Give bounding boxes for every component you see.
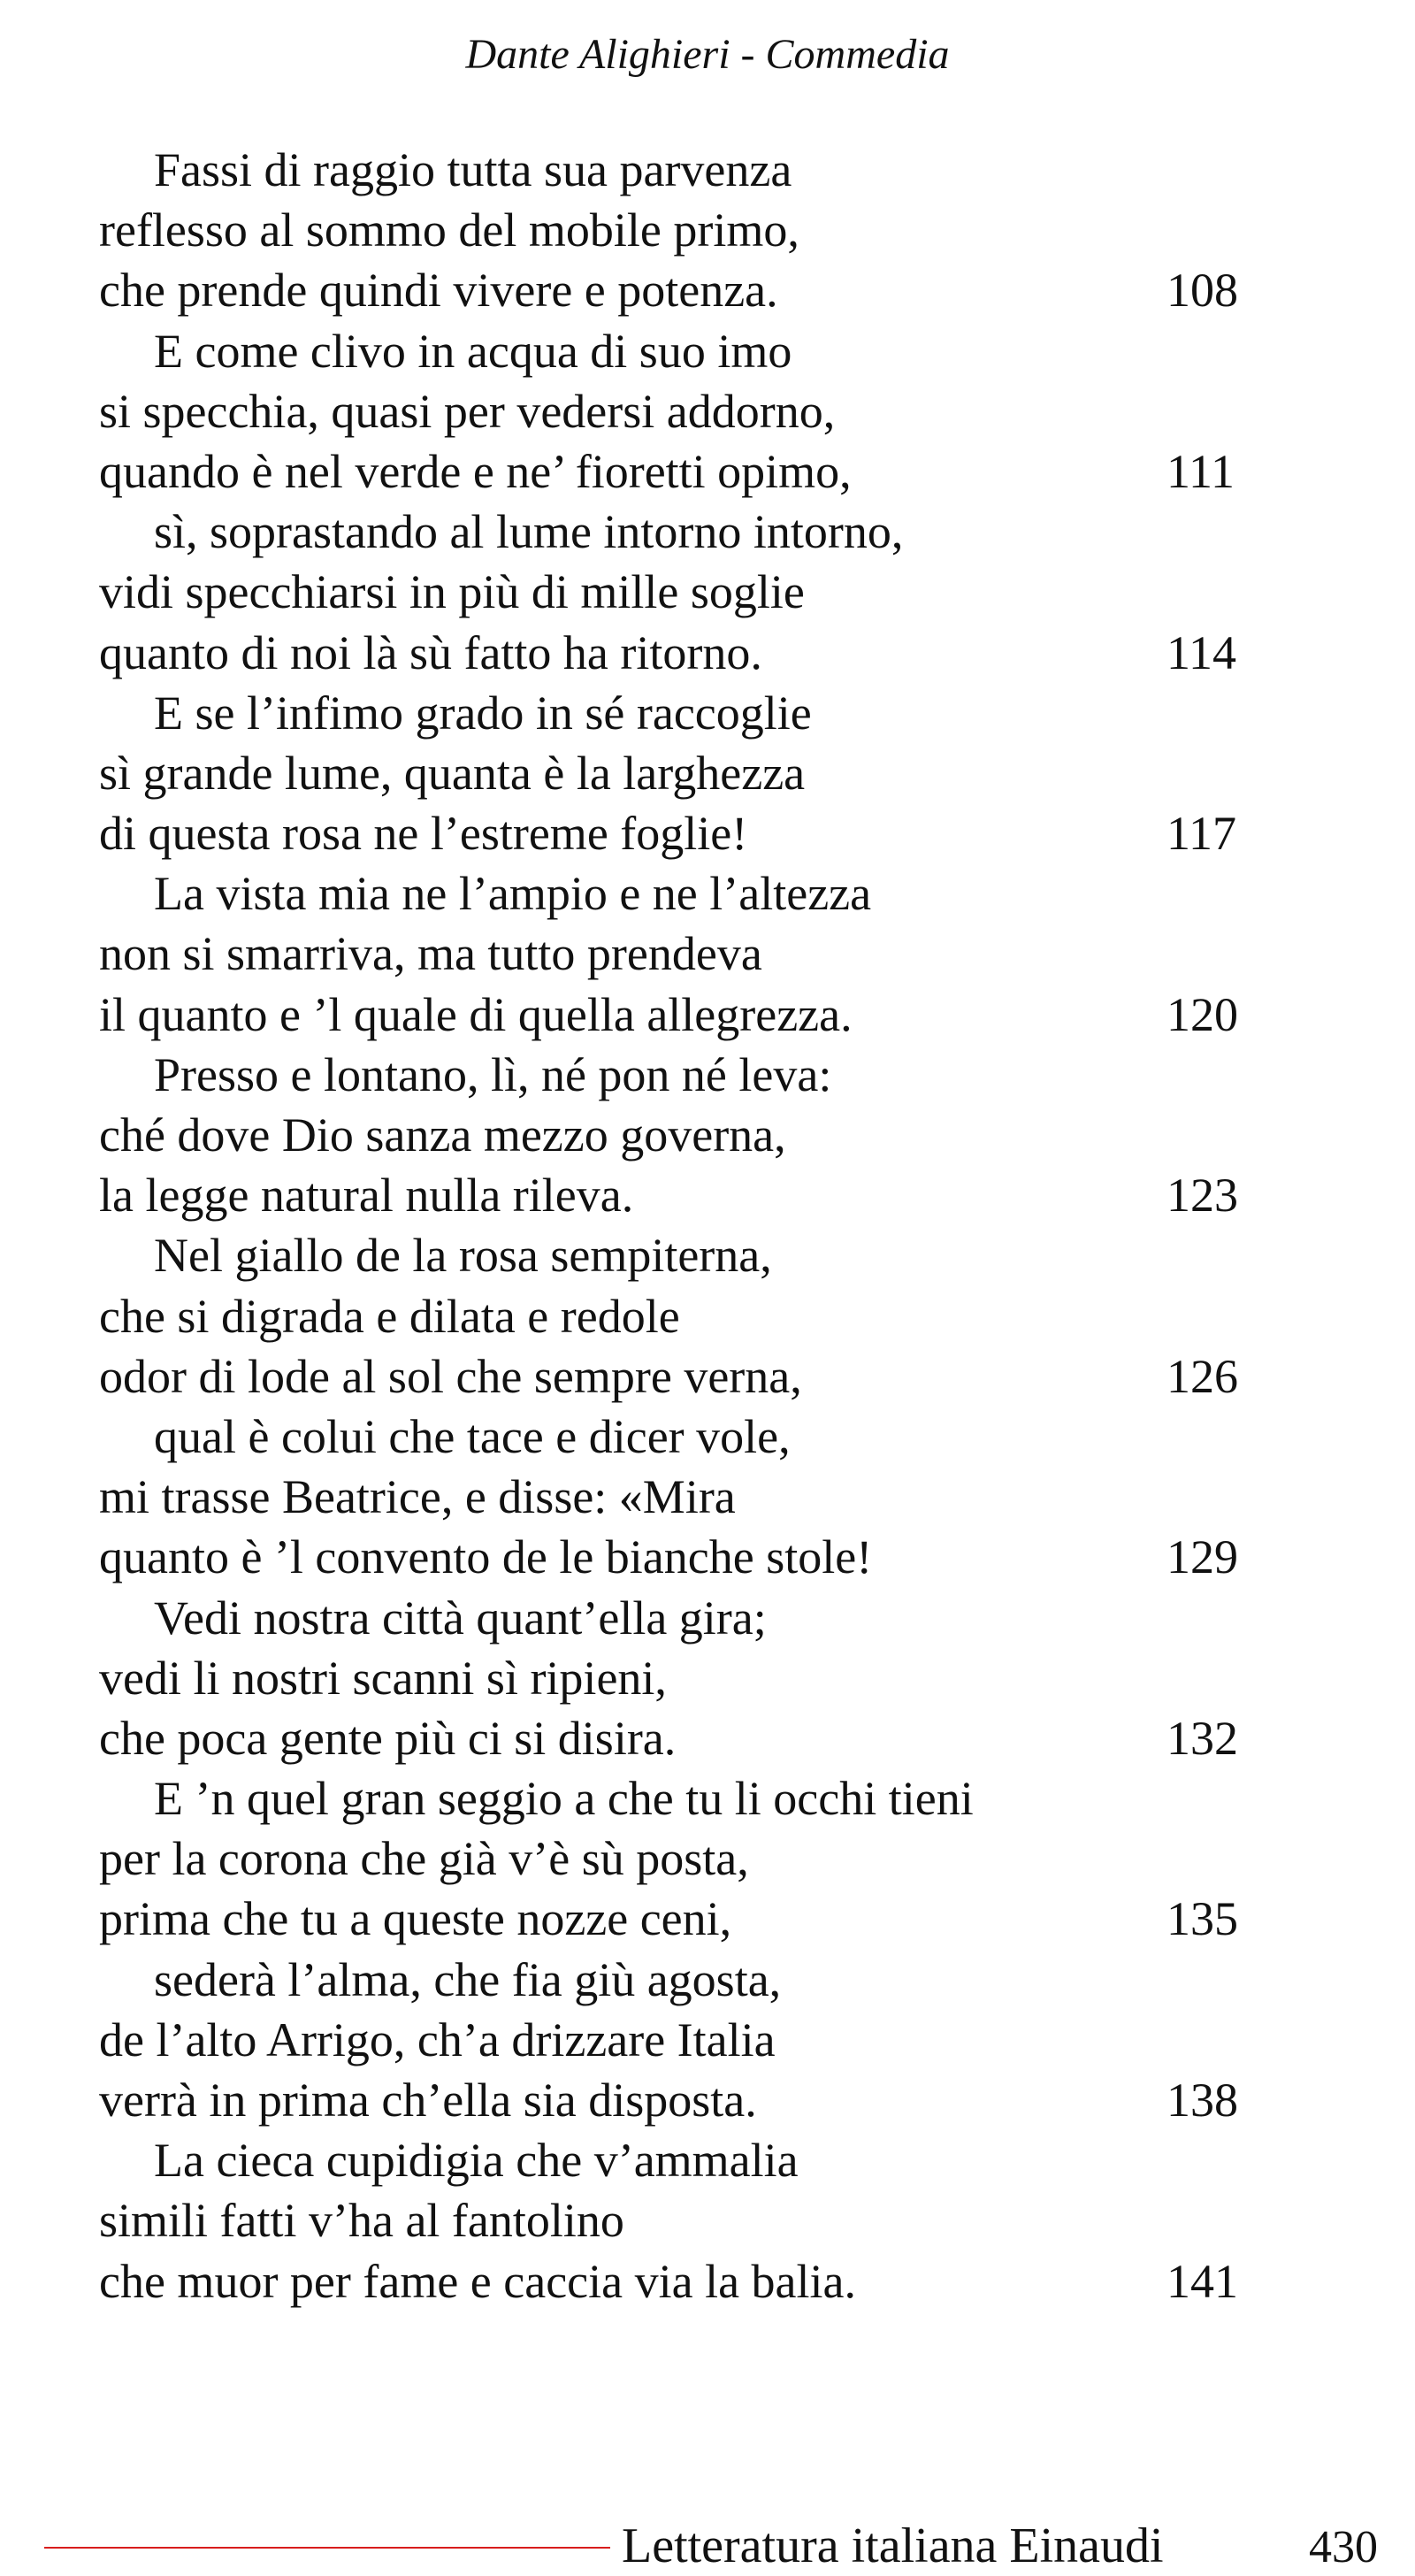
verse-line	[99, 985, 1249, 1045]
verse-number: 135	[1166, 1892, 1238, 1946]
verse-line	[99, 1407, 1249, 1467]
verse-line	[99, 683, 1249, 743]
verse-line-text: vidi specchiarsi in più di mille soglie	[99, 565, 805, 619]
verse-number: 138	[1166, 2074, 1238, 2127]
verse-number: 132	[1166, 1711, 1238, 1765]
verse-line	[99, 2190, 1249, 2250]
verse-line-text: Presso e lontano, lì, né pon né leva:	[154, 1047, 832, 1101]
page-number: 430	[1309, 2522, 1378, 2572]
verse-line	[99, 863, 1249, 924]
verse-number: 114	[1166, 625, 1236, 679]
verse-line	[99, 1105, 1249, 1165]
verse-line-text: che si digrada e dilata e redole	[99, 1289, 680, 1343]
verse-line-text: non si smarriva, ma tutto prendeva	[99, 927, 762, 981]
verse-line	[99, 803, 1249, 863]
verse-line	[99, 1045, 1249, 1105]
verse-line-text: qual è colui che tace e dicer vole,	[154, 1409, 791, 1463]
verse-number: 120	[1166, 987, 1238, 1041]
verse-number: 108	[1166, 264, 1238, 318]
verse-line-text: che poca gente più ci si disira.	[99, 1711, 677, 1765]
verse-line	[99, 1225, 1249, 1285]
verse-line-text: quando è nel verde e ne’ fioretti opimo,	[99, 444, 852, 498]
verse-line-text: verrà in prima ch’ella sia disposta.	[99, 2074, 757, 2127]
verse-line-text: quanto è ’l convento de le bianche stole!	[99, 1530, 873, 1584]
running-title: Dante Alighieri - Commedia	[465, 31, 950, 78]
verse-line-text: prima che tu a queste nozze ceni,	[99, 1892, 732, 1946]
verse-line-text: quanto di noi là sù fatto ha ritorno.	[99, 625, 762, 679]
verse-line	[99, 260, 1249, 320]
verse-line	[99, 1346, 1249, 1407]
verse-line-text: si specchia, quasi per vedersi addorno,	[99, 384, 836, 438]
verse-line-text: Fassi di raggio tutta sua parvenza	[154, 143, 792, 196]
verse-line-text: E se l’infimo grado in sé raccoglie	[154, 686, 812, 740]
verse-number: 129	[1166, 1530, 1238, 1584]
verse-line-text: de l’alto Arrigo, ch’a drizzare Italia	[99, 2012, 776, 2066]
verse-number: 141	[1166, 2254, 1238, 2308]
verse-line-text: La cieca cupidigia che v’ammalia	[154, 2134, 799, 2188]
verse-line-text: per la corona che già v’è sù posta,	[99, 1832, 749, 1886]
verse-line-text: La vista mia ne l’ampio e ne l’altezza	[154, 867, 872, 921]
verse-line-text: simili fatti v’ha al fantolino	[99, 2194, 624, 2248]
footer-rule	[44, 2547, 610, 2549]
verse-line-text: che muor per fame e caccia via la balia.	[99, 2254, 856, 2308]
verse-line-text: di questa rosa ne l’estreme foglie!	[99, 807, 748, 861]
verse-line	[99, 1648, 1249, 1708]
verse-line-text: sì, soprastando al lume intorno intorno,	[154, 505, 904, 559]
verse-line	[99, 140, 1249, 200]
verse-line-text: ché dove Dio sanza mezzo governa,	[99, 1108, 786, 1162]
verse-line	[99, 1165, 1249, 1225]
verse-line	[99, 623, 1249, 683]
verse-line-text: sì grande lume, quanta è la larghezza	[99, 746, 806, 800]
verse-text	[99, 140, 1249, 2312]
verse-line-text: mi trasse Beatrice, e disse: «Mira	[99, 1470, 736, 1524]
verse-number: 123	[1166, 1169, 1238, 1223]
verse-line	[99, 1768, 1249, 1828]
verse-line	[99, 2251, 1249, 2312]
verse-line	[99, 2010, 1249, 2070]
verse-line	[99, 441, 1249, 502]
verse-line	[99, 321, 1249, 381]
verse-line	[99, 1889, 1249, 1949]
verse-line-text: E come clivo in acqua di suo imo	[154, 324, 792, 378]
verse-line	[99, 1527, 1249, 1587]
verse-number: 111	[1166, 444, 1235, 498]
verse-line	[99, 1828, 1249, 1889]
verse-line	[99, 1467, 1249, 1527]
footer-publisher: Letteratura italiana Einaudi	[622, 2518, 1164, 2573]
verse-line-text: odor di lode al sol che sempre verna,	[99, 1349, 802, 1403]
verse-line	[99, 502, 1249, 562]
verse-line	[99, 381, 1249, 441]
verse-line-text: sederà l’alma, che fia giù agosta,	[154, 1952, 782, 2006]
verse-line-text: il quanto e ’l quale di quella allegrezza.	[99, 987, 853, 1041]
verse-number: 126	[1166, 1349, 1238, 1403]
verse-line-text: vedi li nostri scanni sì ripieni,	[99, 1651, 667, 1705]
verse-line	[99, 200, 1249, 260]
verse-line-text: E ’n quel gran seggio a che tu li occhi tieni	[154, 1772, 974, 1826]
verse-line-text: Nel giallo de la rosa sempiterna,	[154, 1229, 772, 1283]
verse-number: 117	[1166, 807, 1236, 861]
verse-line	[99, 1588, 1249, 1648]
verse-line-text: che prende quindi vivere e potenza.	[99, 264, 778, 318]
verse-line	[99, 562, 1249, 622]
verse-line	[99, 2130, 1249, 2190]
verse-line	[99, 1950, 1249, 2010]
verse-line-text: reflesso al sommo del mobile primo,	[99, 203, 799, 257]
verse-line	[99, 1708, 1249, 1768]
verse-line	[99, 1286, 1249, 1346]
verse-line	[99, 2070, 1249, 2130]
verse-line-text: Vedi nostra città quant’ella gira;	[154, 1591, 767, 1644]
verse-line	[99, 924, 1249, 984]
verse-line	[99, 743, 1249, 803]
verse-line-text: la legge natural nulla rileva.	[99, 1169, 634, 1223]
